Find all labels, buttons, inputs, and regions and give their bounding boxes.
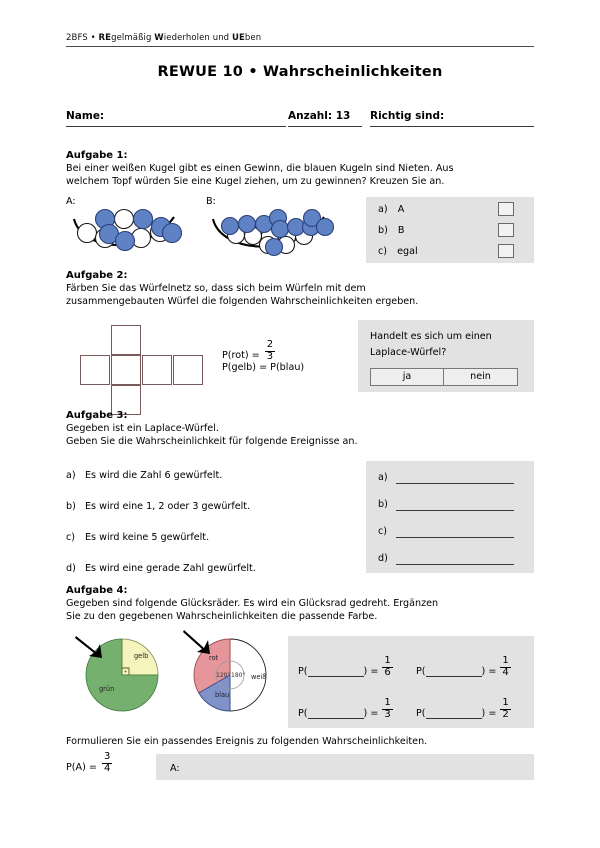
prob-rot-denominator: 3	[266, 350, 274, 362]
task-1-title: Aufgabe 1:	[66, 150, 128, 161]
name-input-line[interactable]	[66, 126, 286, 127]
pa-denominator: 4	[103, 762, 111, 774]
acronym-re: RE	[98, 33, 112, 43]
task-4-text-line-1: Gegeben sind folgende Glücksräder. Es wird ein Glücksrad gedreht. Ergänzen	[66, 598, 439, 609]
task-2-laplace-panel	[358, 320, 534, 392]
pot-b-label: B:	[206, 196, 216, 207]
wheel-1-label-gruen: grün	[99, 685, 115, 693]
net-square-left[interactable]	[80, 355, 110, 385]
option-key-c: c)	[378, 246, 388, 257]
cube-net[interactable]	[80, 325, 210, 417]
lucky-wheel-2	[182, 634, 282, 716]
task-1-text-line-1: Bei einer weißen Kugel gibt es einen Gewinn, die blauen Kugeln sind Nieten. Aus	[66, 163, 454, 174]
name-row	[66, 110, 534, 132]
laplace-answer-no[interactable]: nein	[470, 371, 491, 382]
page-header	[66, 33, 534, 47]
task-1-answer-panel	[366, 197, 534, 263]
pot-b-illustration	[208, 205, 338, 259]
acronym-re-rest: gelmäßig	[111, 33, 155, 43]
task-3-answer-line-b[interactable]	[396, 510, 514, 511]
prob-blank-3-prefix: P(	[298, 708, 308, 719]
blue-ball	[163, 224, 182, 243]
prob-blank-1-suffix: ) =	[363, 666, 379, 677]
list-item	[66, 531, 356, 562]
task-3-answer-line-a[interactable]	[396, 483, 514, 484]
option-key-b: b)	[378, 225, 388, 236]
list-item	[66, 500, 356, 531]
option-label-b: B	[397, 225, 405, 236]
task-3-text-line-1: Gegeben ist ein Laplace-Würfel.	[66, 423, 219, 434]
pot-a-label: A:	[66, 196, 76, 207]
prob-blank-4-fraction	[500, 698, 510, 720]
net-square-far-right[interactable]	[173, 355, 203, 385]
net-square-center[interactable]	[111, 355, 141, 385]
pot-a-illustration	[68, 205, 188, 257]
arrow-shape	[75, 636, 102, 658]
event-label: A:	[170, 763, 180, 774]
pa-label: P(A) =	[66, 762, 97, 773]
task-3-item-text-c: Es wird keine 5 gewürfelt.	[85, 532, 210, 543]
wheel-2-angle-120: 120°	[216, 672, 231, 679]
task-3-item-text-d: Es wird eine gerade Zahl gewürfelt.	[85, 563, 256, 574]
prob-blank-1-input[interactable]	[308, 666, 364, 677]
list-item	[66, 469, 356, 500]
wheel-2-label-weiss: weiß	[251, 673, 267, 681]
prob-blank-3-suffix: ) =	[363, 708, 379, 719]
prob-blank-3-numerator: 1	[384, 697, 391, 708]
task-2-probabilities	[222, 340, 304, 373]
prob-blank-2-input[interactable]	[426, 666, 482, 677]
pot-a-svg	[68, 205, 188, 257]
wheel-2-arrow-icon	[183, 630, 210, 654]
course-header-line	[66, 33, 534, 43]
page-title: REWUE 10 • Wahrscheinlichkeiten	[157, 64, 443, 80]
prob-rot-label: P(rot) =	[222, 350, 260, 361]
task-3-answer-line-d[interactable]	[396, 564, 514, 565]
header-divider	[66, 46, 534, 47]
acronym-w: W	[154, 33, 164, 43]
task-2	[66, 270, 534, 309]
task-2-title: Aufgabe 2:	[66, 270, 128, 281]
prob-blank-2-fraction	[500, 656, 510, 678]
task-4-title: Aufgabe 4:	[66, 585, 128, 596]
course-code: 2BFS	[66, 33, 88, 43]
task-3-title: Aufgabe 3:	[66, 410, 128, 421]
task-3-item-text-a: Es wird die Zahl 6 gewürfelt.	[85, 470, 223, 481]
task-4-text-line-2: Sie zu den gegebenen Wahrscheinlichkeiten die passende Farbe.	[66, 611, 378, 623]
checkbox-option-b[interactable]	[498, 223, 514, 237]
wheel-2-angle-180: 180°	[231, 672, 246, 679]
count-label: Anzahl: 13	[288, 110, 351, 122]
task-3-item-text-b: Es wird eine 1, 2 oder 3 gewürfelt.	[85, 501, 251, 512]
prob-blank-2[interactable]	[416, 656, 511, 677]
task-3	[66, 410, 534, 449]
pot-b-svg	[208, 205, 338, 259]
option-label-a: A	[397, 204, 405, 215]
task-3-item-key-a: a)	[66, 470, 76, 481]
task-3-answer-key-a: a)	[378, 472, 388, 483]
prob-blank-4-denominator: 2	[502, 708, 509, 720]
arrow-shape	[183, 630, 210, 654]
pa-numerator: 3	[103, 751, 111, 762]
task-3-text-line-2: Geben Sie die Wahrscheinlichkeit für folgende Ereignisse an.	[66, 436, 358, 448]
prob-blank-3-input[interactable]	[308, 708, 364, 719]
task-3-answer-line-c[interactable]	[396, 537, 514, 538]
option-row-b[interactable]	[378, 225, 405, 236]
blue-ball	[317, 219, 334, 236]
prob-blank-2-suffix: ) =	[481, 666, 497, 677]
lucky-wheel-1	[72, 634, 172, 716]
task-4-answer-panel	[288, 636, 534, 728]
prob-blank-1-denominator: 6	[384, 666, 391, 678]
prob-blank-1-numerator: 1	[384, 655, 391, 666]
task-3-answer-key-c: c)	[378, 526, 388, 537]
prob-blank-3[interactable]	[298, 698, 393, 719]
wheel-1-arrow-icon	[75, 636, 102, 658]
prob-blank-3-denominator: 3	[384, 708, 391, 720]
task-3-answer-panel	[366, 461, 534, 573]
laplace-answer-yes[interactable]: ja	[371, 369, 444, 385]
wheel-2-label-blau: blau	[215, 691, 230, 699]
acronym-ue-rest: ben	[244, 33, 262, 43]
right-angle-dot	[125, 671, 127, 673]
prob-blank-2-numerator: 1	[502, 655, 509, 666]
prob-gelb-blau-equation: P(gelb) = P(blau)	[222, 362, 305, 373]
wheel-1-label-gelb: gelb	[134, 652, 149, 660]
task-1-text-line-2: welchem Topf würden Sie eine Kugel ziehen, um zu gewinnen? Kreuzen Sie an.	[66, 176, 445, 188]
white-ball	[78, 224, 97, 243]
task-2-text-line-1: Färben Sie das Würfelnetz so, dass sich beim Würfeln mit dem	[66, 283, 366, 294]
net-square-top[interactable]	[111, 325, 141, 355]
laplace-question-line-2: Laplace-Würfel?	[370, 347, 447, 358]
lucky-wheel-1-svg	[72, 634, 172, 716]
prob-blank-4-prefix: P(	[416, 708, 426, 719]
task-3-item-key-b: b)	[66, 501, 76, 512]
acronym-w-rest: iederholen und	[163, 33, 232, 43]
wheel-2-label-rot: rot	[209, 654, 219, 662]
header-bullet: •	[90, 33, 96, 43]
checkbox-option-c[interactable]	[498, 244, 514, 258]
laplace-question-line-1: Handelt es sich um einen	[370, 331, 492, 342]
task-3-items	[66, 469, 356, 593]
task-3-item-key-d: d)	[66, 563, 76, 574]
prob-blank-1[interactable]	[298, 656, 393, 677]
task-1	[66, 150, 534, 189]
blue-ball	[134, 210, 153, 229]
lucky-wheel-2-svg	[182, 634, 282, 716]
prob-blank-3-fraction	[382, 698, 392, 720]
option-row-a[interactable]	[378, 204, 404, 215]
correct-label: Richtig sind:	[370, 110, 445, 122]
pa-expression	[66, 752, 112, 773]
closing-instruction: Formulieren Sie ein passendes Ereignis zu folgenden Wahrscheinlichkeiten.	[66, 736, 428, 747]
option-row-c[interactable]	[378, 246, 418, 257]
prob-blank-4[interactable]	[416, 698, 511, 719]
acronym-ue: UE	[231, 33, 245, 43]
prob-blank-1-prefix: P(	[298, 666, 308, 677]
task-3-answer-key-d: d)	[378, 553, 388, 564]
blue-ball	[266, 239, 283, 256]
task-3-answer-key-b: b)	[378, 499, 388, 510]
laplace-answer-toggle[interactable]	[370, 368, 518, 386]
name-label: Name:	[66, 110, 105, 122]
option-label-c: egal	[397, 246, 418, 257]
task-4-closing-text	[66, 735, 534, 748]
prob-blank-2-prefix: P(	[416, 666, 426, 677]
correct-input-line[interactable]	[370, 126, 534, 127]
prob-rot-numerator: 2	[266, 339, 274, 350]
event-answer-panel[interactable]	[156, 754, 534, 780]
blue-ball	[272, 221, 289, 238]
prob-blank-4-suffix: ) =	[481, 708, 497, 719]
prob-rot-row	[222, 340, 304, 361]
checkbox-option-a[interactable]	[498, 202, 514, 216]
prob-blank-2-denominator: 4	[502, 666, 509, 678]
blue-ball	[222, 218, 239, 235]
blue-ball	[239, 216, 256, 233]
option-key-a: a)	[378, 204, 388, 215]
count-underline	[288, 126, 362, 127]
task-4	[66, 585, 534, 624]
prob-blank-4-numerator: 1	[502, 697, 509, 708]
pa-fraction	[102, 752, 112, 774]
prob-blank-1-fraction	[382, 656, 392, 678]
prob-rot-fraction	[265, 340, 275, 362]
net-square-right[interactable]	[142, 355, 172, 385]
prob-blank-4-input[interactable]	[426, 708, 482, 719]
blue-ball	[116, 232, 135, 251]
white-ball	[115, 210, 134, 229]
task-2-text-line-2: zusammengebauten Würfel die folgenden Wahrscheinlichkeiten ergeben.	[66, 296, 419, 308]
task-3-item-key-c: c)	[66, 532, 76, 543]
